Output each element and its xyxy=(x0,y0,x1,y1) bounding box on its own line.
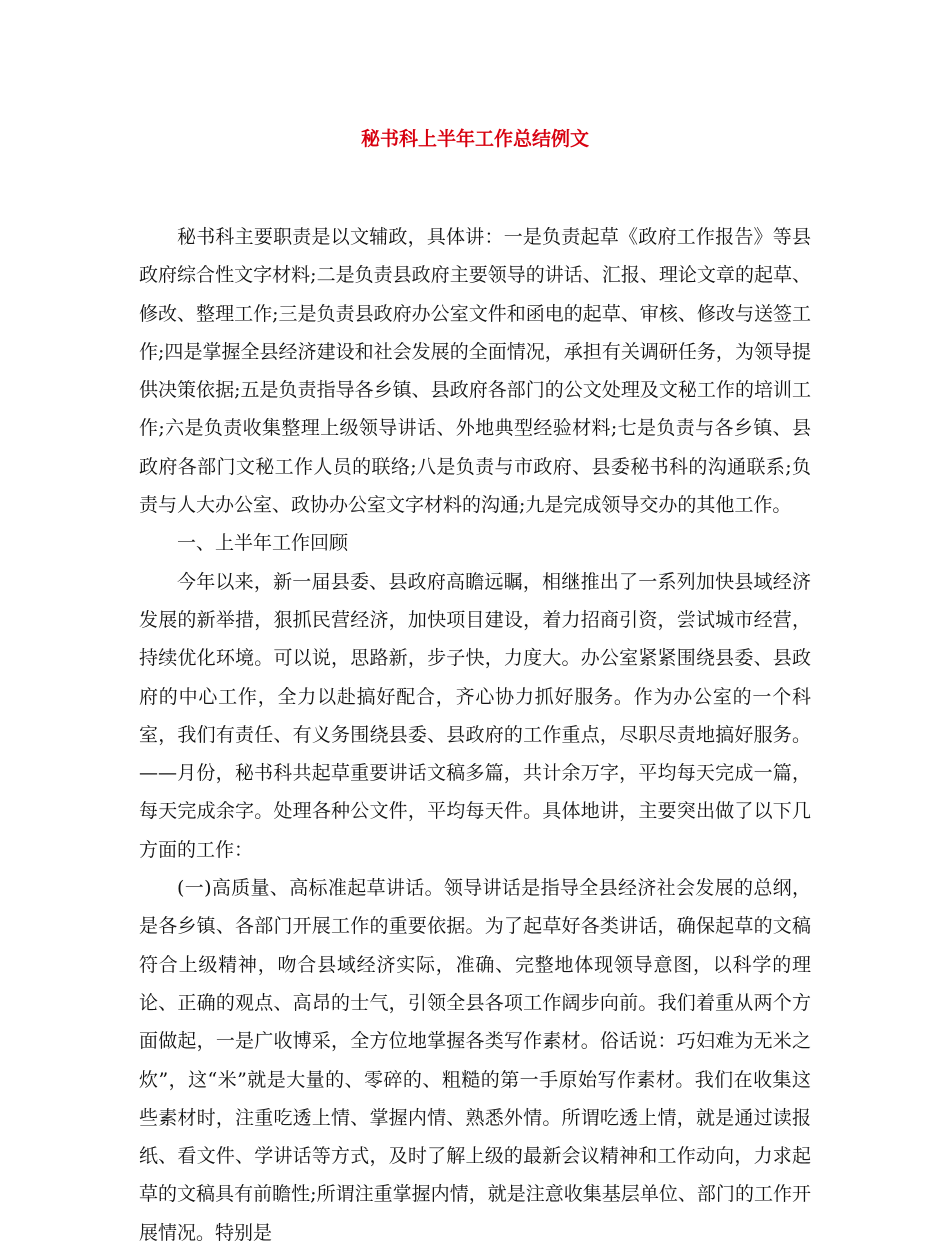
paragraph-speech-drafting: (一)高质量、高标准起草讲话。领导讲话是指导全县经济社会发展的总纲，是各乡镇、各部门开展工作的重要依据。为了起草好各类讲话，确保起草的文稿符合上级精神，吻合县域经济实际，准确、完整地体现领导意图，以科学的理论、正确的观点、高昂的士气，引领全县各项工作阔步向前。我们着重从两个方面做起，一是广收博采，全方位地掌握各类写作素材。俗话说：巧妇难为无米之炊”，这“米”就是大量的、零碎的、粗糙的第一手原始写作素材。我们在收集这些素材时，注重吃透上情、掌握内情、熟悉外情。所谓吃透上情，就是通过读报纸、看文件、学讲话等方式，及时了解上级的最新会议精神和工作动向，力求起草的文稿具有前瞻性;所谓注重掌握内情，就是注意收集基层单位、部门的工作开展情况。特别是 xyxy=(139,877,811,1244)
document-title: 秘书科上半年工作总结例文 xyxy=(360,128,589,150)
paragraph-duties: 秘书科主要职责是以文辅政，具体讲：一是负责起草《政府工作报告》等县政府综合性文字材料;二是负责县政府主要领导的讲话、汇报、理论文章的起草、修改、整理工作;三是负责县政府办公室文件和函电的起草、审核、修改与送签工作;四是掌握全县经济建设和社会发展的全面情况，承担有关调研任务，为领导提供决策依据;五是负责指导各乡镇、县政府各部门的公文处理及文秘工作的培训工作;六是负责收集整理上级领导讲话、外地典型经验材料;七是负责与各乡镇、县政府各部门文秘工作人员的联络;八是负责与市政府、县委秘书科的沟通联系;负责与人大办公室、政协办公室文字材料的沟通;九是完成领导交办的其他工作。 xyxy=(139,226,811,517)
document-body xyxy=(139,218,811,1252)
paragraph-overview: 今年以来，新一届县委、县政府高瞻远瞩，相继推出了一系列加快县域经济发展的新举措，狠抓民营经济，加快项目建设，着力招商引资，尝试城市经营，持续优化环境。可以说，思路新，步子快，力度大。办公室紧紧围绕县委、县政府的中心工作，全力以赴搞好配合，齐心协力抓好服务。作为办公室的一个科室，我们有责任、有义务围绕县委、县政府的工作重点，尽职尽责地搞好服务。——月份，秘书科共起草重要讲话文稿多篇，共计余万字，平均每天完成一篇，每天完成余字。处理各种公文件，平均每天件。具体地讲，主要突出做了以下几方面的工作： xyxy=(139,570,811,861)
section-heading-review: 一、上半年工作回顾 xyxy=(177,532,349,555)
